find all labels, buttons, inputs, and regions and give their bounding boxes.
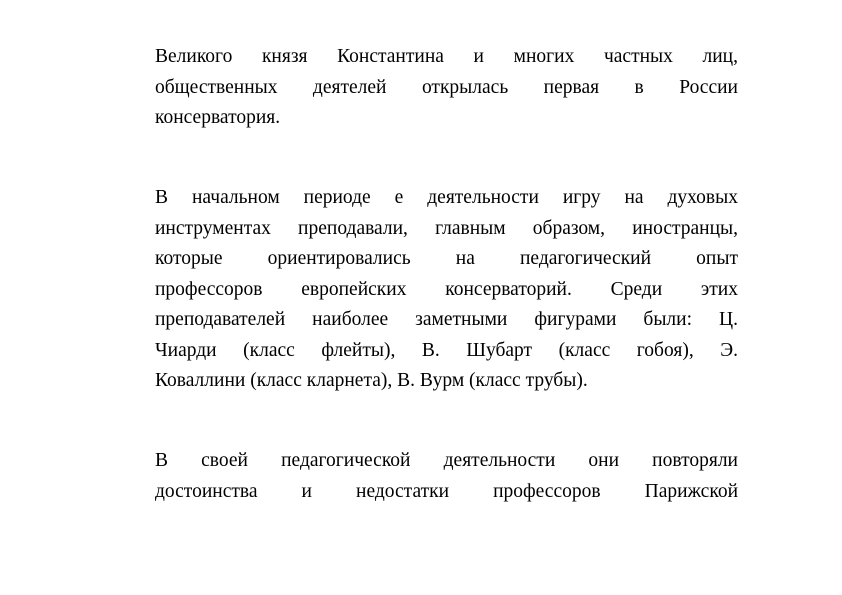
paragraph-line: которые ориентировались на педагогический опыт — [155, 248, 738, 269]
paragraph-line: Великого князя Константина и многих частных лиц, — [155, 46, 738, 67]
paragraph-1 — [155, 42, 738, 134]
paragraph-line: преподавателей наиболее заметными фигурами были: Ц. — [155, 309, 738, 330]
paragraph-line: В своей педагогической деятельности они повторяли — [155, 450, 738, 471]
paragraph-line: В начальном периоде е деятельности игру на духовых — [155, 187, 738, 208]
paragraph-3 — [155, 446, 738, 507]
paragraph-line: инструментах преподавали, главным образом, иностранцы, — [155, 217, 738, 239]
paragraph-2 — [155, 183, 738, 397]
paragraph-line: консерватория. — [155, 107, 281, 128]
paragraph-line: Чиарди (класс флейты), В. Шубарт (класс гобоя), Э. — [155, 339, 738, 361]
paragraph-line: профессоров европейских консерваторий. Среди этих — [155, 278, 738, 300]
paragraph-line: Коваллини (класс кларнета), В. Вурм (класс трубы). — [155, 370, 588, 391]
paragraph-line: общественных деятелей открылась первая в России — [155, 76, 738, 98]
paragraph-line: достоинства и недостатки профессоров Парижской — [155, 480, 738, 502]
